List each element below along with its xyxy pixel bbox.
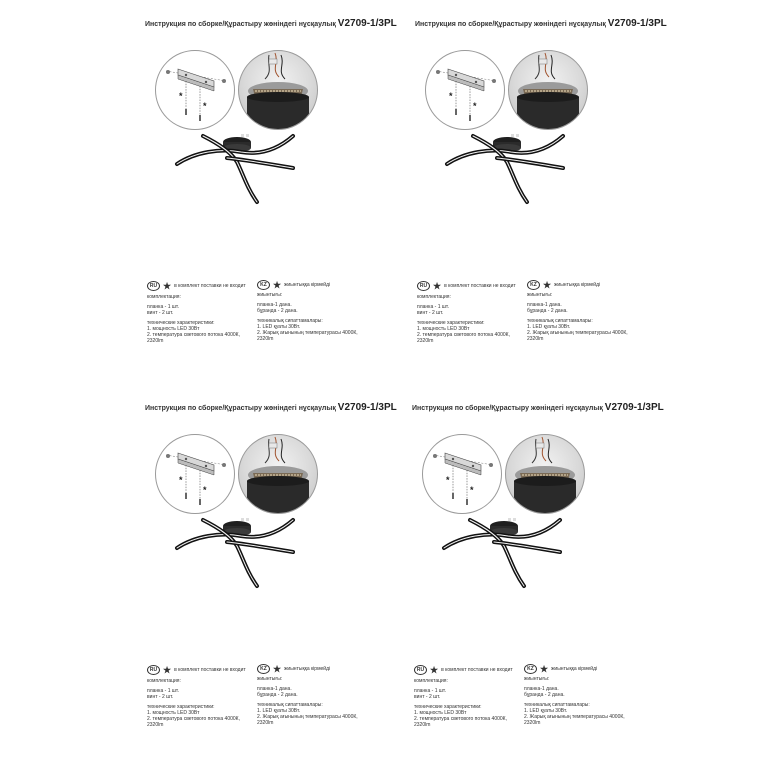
kz-complect: жиынтығы: — [257, 292, 283, 298]
ru-tech3: 2320lm — [147, 338, 164, 344]
kz-tech2: 2. Жарық ағынының температурасы 4000К, — [524, 714, 625, 720]
ru-tech2: 2. температура светового потока 4000К, — [417, 332, 510, 338]
kz-tech3: 2320lm — [257, 336, 274, 342]
mounting-bracket-diagram — [425, 50, 505, 130]
ru-header — [414, 665, 513, 675]
ru-header — [147, 281, 246, 291]
ru-tech1: 1. мощность LED 30Вт — [417, 326, 470, 332]
model-number: V2709-1/3PL — [604, 402, 664, 413]
kz-tech1: 1. LED қуаты 30Вт. — [257, 324, 301, 330]
panel-title — [145, 402, 397, 413]
kz-tech2: 2. Жарық ағынының температурасы 4000К, — [257, 330, 358, 336]
ru-complect: комплектация: — [417, 294, 451, 300]
title-text: Инструкция по сборке/Құрастыру жөніндегі нұсқаулық — [415, 21, 606, 28]
ru-badge: RU — [417, 281, 430, 291]
kz-item2: бұранда - 2 дана. — [257, 692, 298, 698]
model-number: V2709-1/3PL — [607, 18, 667, 29]
kz-tech3: 2320lm — [257, 720, 274, 726]
kz-complect: жиынтығы: — [524, 676, 550, 682]
ru-tech3: 2320lm — [147, 722, 164, 728]
mounting-bracket-diagram — [155, 50, 235, 130]
kz-complect: жиынтығы: — [257, 676, 283, 682]
ru-tech-title: технические характеристики: — [414, 704, 482, 710]
ru-tech2: 2. температура светового потока 4000К, — [147, 716, 240, 722]
ru-item1: планка - 1 шт. — [147, 688, 179, 694]
kz-note: жиынтыққа кірмейді — [284, 666, 331, 672]
mounting-bracket-diagram — [422, 434, 502, 514]
svg-text:*: * — [179, 475, 183, 485]
ru-tech3: 2320lm — [414, 722, 431, 728]
kz-tech1: 1. LED қуаты 30Вт. — [524, 708, 568, 714]
kz-tech2: 2. Жарық ағынының температурасы 4000К, — [527, 330, 628, 336]
ru-text — [147, 294, 240, 344]
svg-text:*: * — [473, 101, 477, 111]
ru-tech2: 2. температура светового потока 4000К, — [414, 716, 507, 722]
kz-tech3: 2320lm — [524, 720, 541, 726]
wiring-photo — [238, 50, 318, 130]
kz-tech-title: техникалық сипаттамалары: — [524, 702, 590, 708]
ru-badge: RU — [147, 665, 160, 675]
kz-badge: KZ — [524, 664, 537, 674]
kz-badge: KZ — [527, 280, 540, 290]
mounting-bracket-diagram — [155, 434, 235, 514]
star-icon: ★ — [430, 665, 439, 675]
ru-note: в комплект поставки не входит — [174, 667, 246, 673]
star-icon: ★ — [540, 664, 549, 674]
kz-item1: планка-1 дана. — [257, 302, 292, 308]
ru-complect: комплектация: — [147, 678, 181, 684]
wiring-photo — [508, 50, 588, 130]
star-icon: ★ — [433, 281, 442, 291]
kz-text — [257, 676, 358, 726]
ru-item1: планка - 1 шт. — [417, 304, 449, 310]
instruction-panel — [412, 402, 712, 732]
ru-tech-title: технические характеристики: — [147, 704, 215, 710]
ru-text — [414, 678, 507, 728]
ru-text — [147, 678, 240, 728]
kz-item2: бұранда - 2 дана. — [257, 308, 298, 314]
star-icon: ★ — [543, 280, 552, 290]
svg-text:*: * — [203, 485, 207, 495]
wiring-photo — [505, 434, 585, 514]
kz-badge: KZ — [257, 664, 270, 674]
instruction-panel — [145, 402, 445, 732]
ru-text — [417, 294, 510, 344]
kz-tech2: 2. Жарық ағынының температурасы 4000К, — [257, 714, 358, 720]
kz-tech1: 1. LED қуаты 30Вт. — [257, 708, 301, 714]
kz-tech3: 2320lm — [527, 336, 544, 342]
kz-note: жиынтыққа кірмейді — [551, 666, 598, 672]
instruction-panel — [415, 18, 715, 348]
kz-header — [257, 664, 330, 674]
kz-tech-title: техникалық сипаттамалары: — [257, 702, 323, 708]
title-text: Инструкция по сборке/Құрастыру жөніндегі нұсқаулық — [412, 405, 603, 412]
ru-complect: комплектация: — [147, 294, 181, 300]
kz-item2: бұранда - 2 дана. — [524, 692, 565, 698]
kz-tech1: 1. LED қуаты 30Вт. — [527, 324, 571, 330]
kz-header — [524, 664, 597, 674]
kz-item1: планка-1 дана. — [524, 686, 559, 692]
kz-item1: планка-1 дана. — [257, 686, 292, 692]
kz-text — [527, 292, 628, 342]
star-icon: ★ — [273, 280, 282, 290]
ru-header — [147, 665, 246, 675]
ru-item2: винт - 2 шт. — [147, 694, 174, 700]
svg-text:*: * — [470, 485, 474, 495]
ru-tech3: 2320lm — [417, 338, 434, 344]
panel-title — [415, 18, 667, 29]
svg-text:*: * — [446, 475, 450, 485]
ru-item2: винт - 2 шт. — [414, 694, 441, 700]
kz-text — [257, 292, 358, 342]
star-icon: ★ — [273, 664, 282, 674]
kz-header — [257, 280, 330, 290]
kz-item1: планка-1 дана. — [527, 302, 562, 308]
title-text: Инструкция по сборке/Құрастыру жөніндегі нұсқаулық — [145, 21, 336, 28]
ru-badge: RU — [147, 281, 160, 291]
ru-note: в комплект поставки не входит — [444, 283, 516, 289]
svg-text:*: * — [179, 91, 183, 101]
kz-text — [524, 676, 625, 726]
kz-tech-title: техникалық сипаттамалары: — [527, 318, 593, 324]
ru-tech-title: технические характеристики: — [147, 320, 215, 326]
ru-item2: винт - 2 шт. — [417, 310, 444, 316]
svg-text:*: * — [449, 91, 453, 101]
ru-item1: планка - 1 шт. — [147, 304, 179, 310]
model-number: V2709-1/3PL — [337, 402, 397, 413]
ru-complect: комплектация: — [414, 678, 448, 684]
ru-item1: планка - 1 шт. — [414, 688, 446, 694]
kz-tech-title: техникалық сипаттамалары: — [257, 318, 323, 324]
ru-tech1: 1. мощность LED 30Вт — [147, 326, 200, 332]
panel-title — [145, 18, 397, 29]
star-icon: ★ — [163, 665, 172, 675]
ru-tech1: 1. мощность LED 30Вт — [147, 710, 200, 716]
model-number: V2709-1/3PL — [337, 18, 397, 29]
lamp-illustration — [167, 130, 307, 210]
lamp-illustration — [437, 130, 577, 210]
ru-item2: винт - 2 шт. — [147, 310, 174, 316]
ru-header — [417, 281, 516, 291]
ru-tech2: 2. температура светового потока 4000К, — [147, 332, 240, 338]
ru-badge: RU — [414, 665, 427, 675]
ru-note: в комплект поставки не входит — [174, 283, 246, 289]
lamp-illustration — [434, 514, 574, 594]
svg-text:*: * — [203, 101, 207, 111]
wiring-photo — [238, 434, 318, 514]
kz-header — [527, 280, 600, 290]
kz-badge: KZ — [257, 280, 270, 290]
ru-tech1: 1. мощность LED 30Вт — [414, 710, 467, 716]
lamp-illustration — [167, 514, 307, 594]
kz-note: жиынтыққа кірмейді — [554, 282, 601, 288]
panel-title — [412, 402, 664, 413]
ru-note: в комплект поставки не входит — [441, 667, 513, 673]
kz-note: жиынтыққа кірмейді — [284, 282, 331, 288]
ru-tech-title: технические характеристики: — [417, 320, 485, 326]
title-text: Инструкция по сборке/Құрастыру жөніндегі нұсқаулық — [145, 405, 336, 412]
kz-item2: бұранда - 2 дана. — [527, 308, 568, 314]
star-icon: ★ — [163, 281, 172, 291]
kz-complect: жиынтығы: — [527, 292, 553, 298]
instruction-panel — [145, 18, 445, 348]
